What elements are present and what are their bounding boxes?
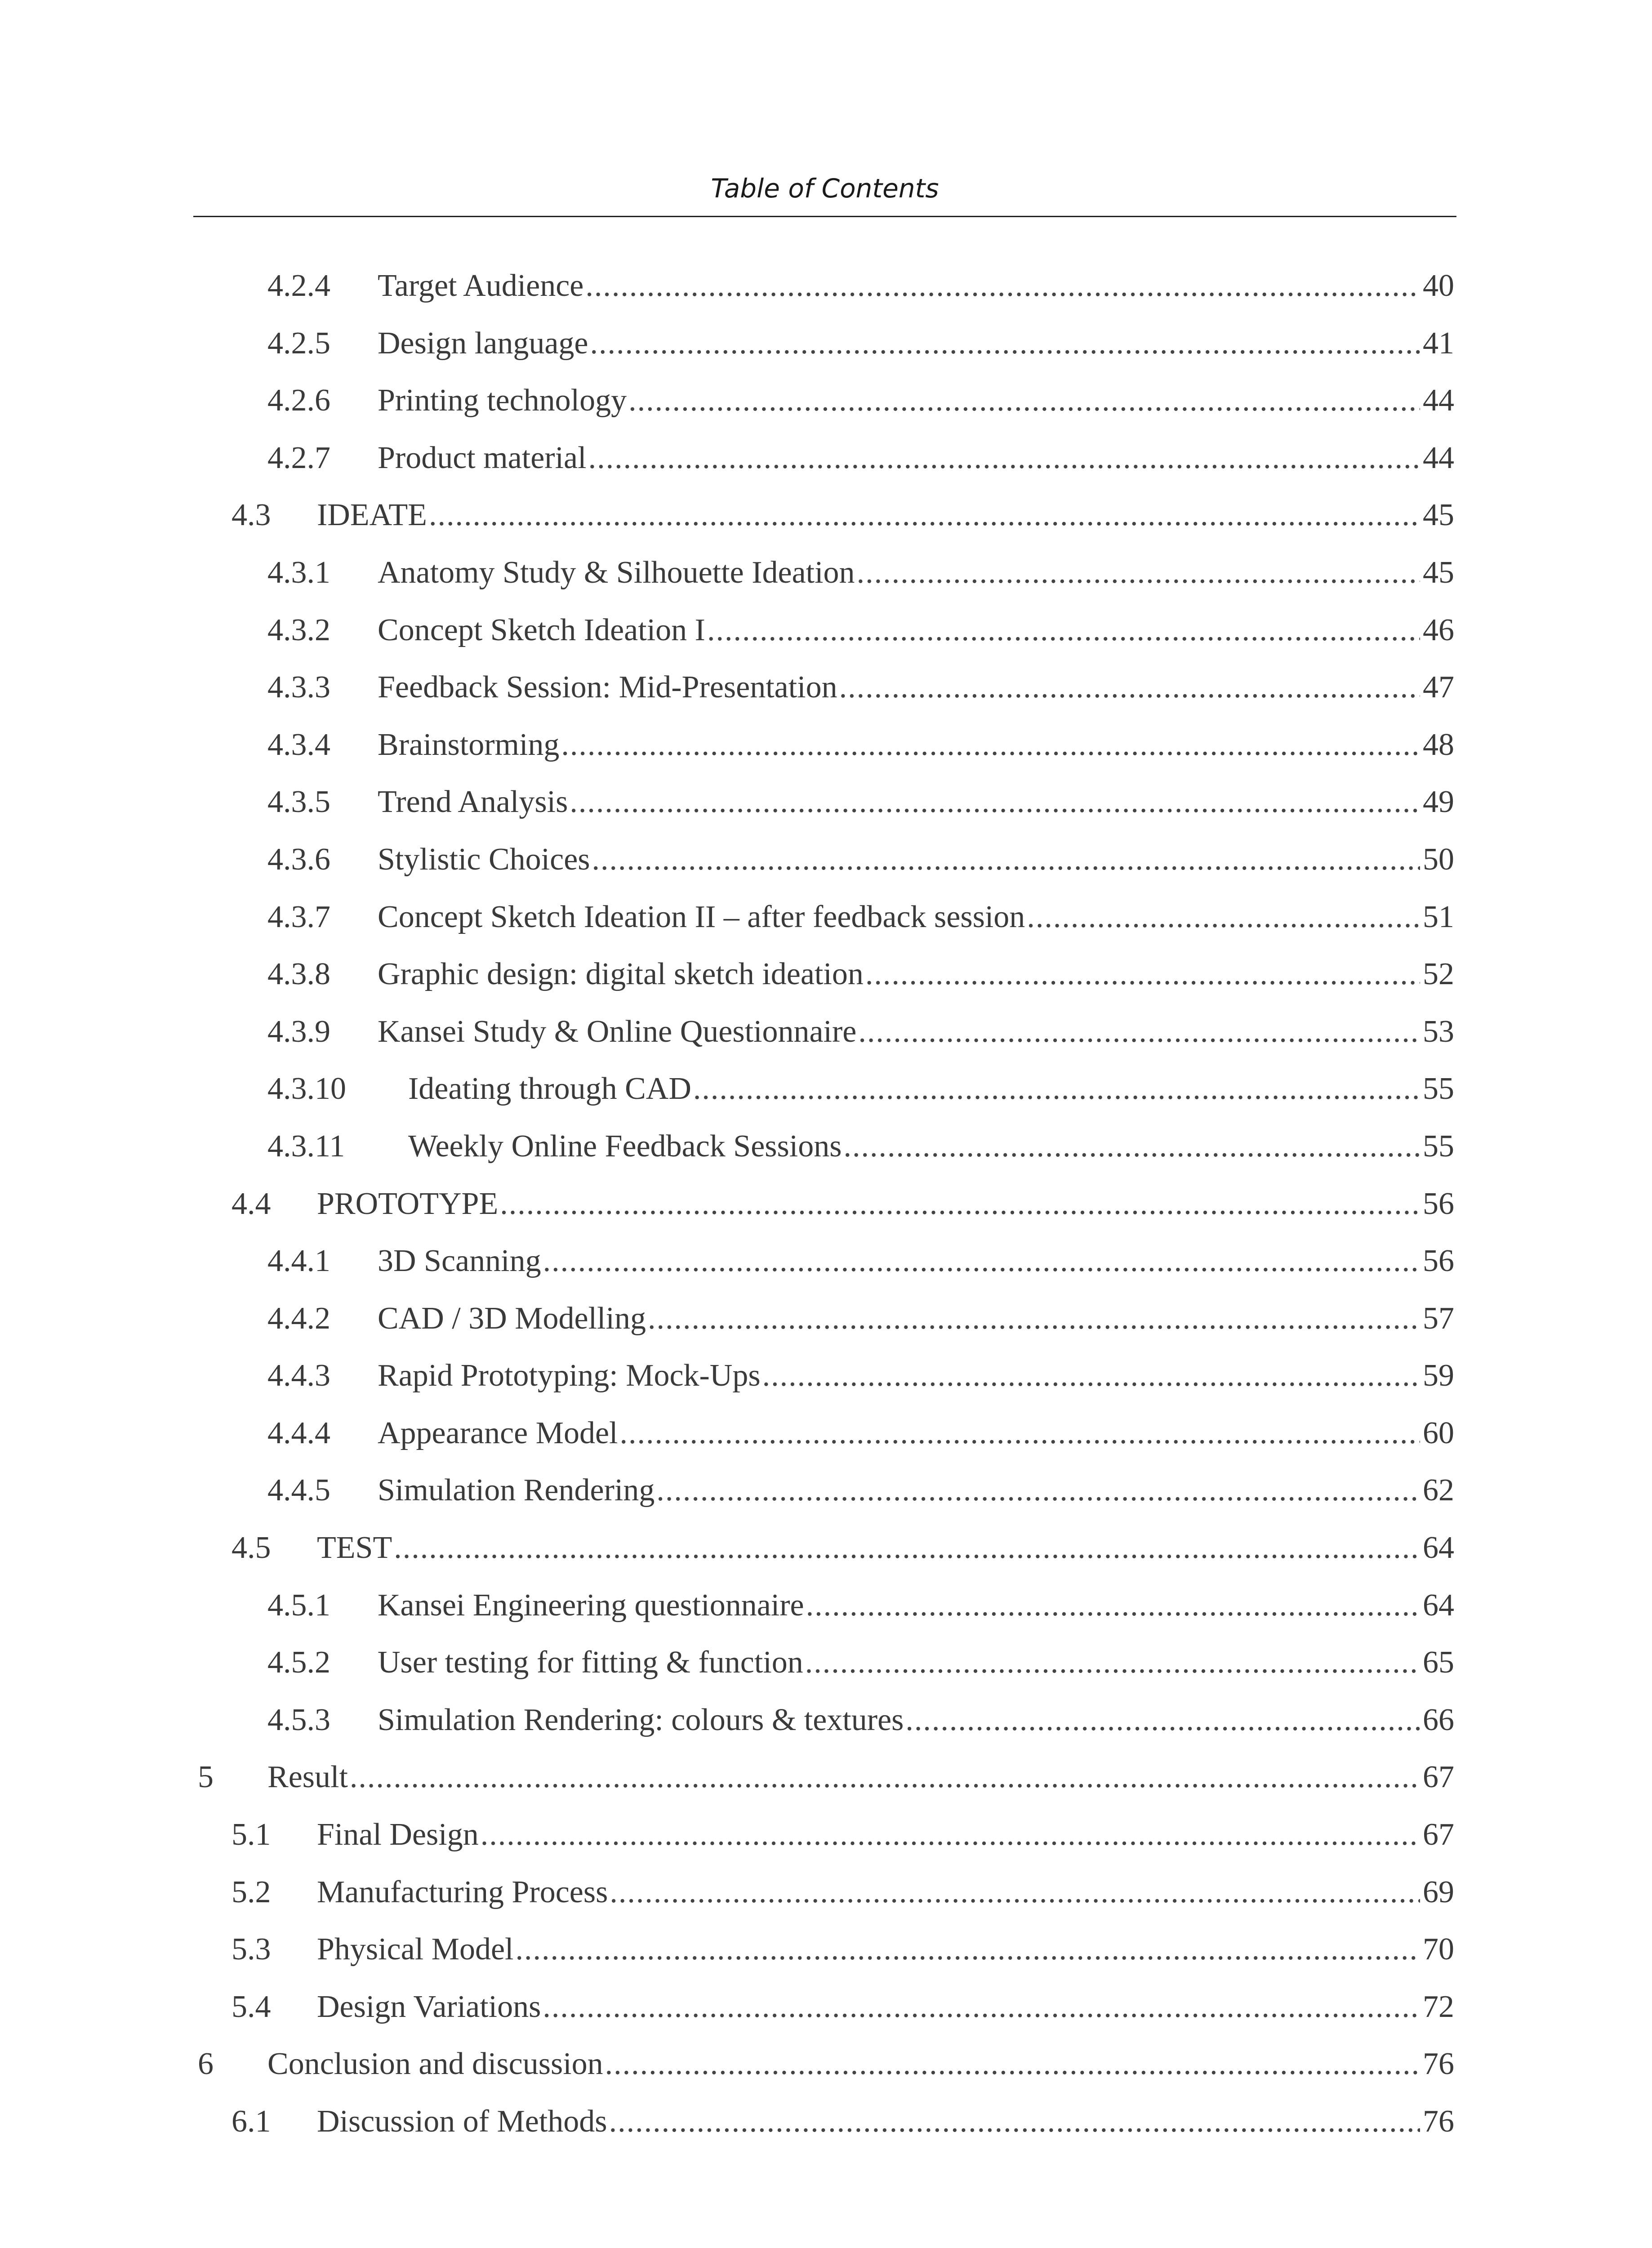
toc-entry-line (378, 1634, 1454, 1691)
toc-entry-number: 4.2.7 (267, 440, 330, 475)
toc-entry[interactable] (0, 1003, 1652, 1061)
toc-entry-title: Simulation Rendering (378, 1473, 655, 1508)
toc-entry-line (378, 1347, 1454, 1405)
toc-entry-line (378, 544, 1454, 602)
toc-entry-title: Weekly Online Feedback Sessions (408, 1128, 842, 1164)
toc-entry-title: Brainstorming (378, 727, 560, 762)
toc-entry[interactable] (0, 1577, 1652, 1634)
toc-entry-line (408, 1060, 1454, 1118)
toc-entry-line (378, 257, 1454, 315)
toc-entry-page-number: 51 (1423, 899, 1454, 934)
toc-dot-leader (590, 315, 1420, 372)
toc-entry-page-number: 62 (1423, 1473, 1454, 1508)
toc-dot-leader (394, 1519, 1420, 1577)
toc-entry[interactable] (0, 1060, 1652, 1118)
toc-entry-page-number: 47 (1423, 670, 1454, 705)
toc-entry[interactable] (0, 1175, 1652, 1233)
toc-entry-title: Conclusion and discussion (267, 2047, 603, 2082)
toc-entry-line (378, 1003, 1454, 1061)
toc-entry-title: Physical Model (317, 1932, 514, 1967)
toc-dot-leader (350, 1748, 1420, 1806)
toc-entry-line (317, 1978, 1454, 2036)
toc-entry-page-number: 72 (1423, 1989, 1454, 2024)
toc-entry[interactable] (0, 2093, 1652, 2150)
toc-entry-page-number: 50 (1423, 842, 1454, 877)
toc-entry-number: 4.3.10 (267, 1071, 346, 1106)
toc-dot-leader (865, 946, 1420, 1003)
toc-entry-page-number: 53 (1423, 1014, 1454, 1049)
toc-entry-title: Kansei Study & Online Questionnaire (378, 1014, 857, 1049)
toc-entry-page-number: 65 (1423, 1645, 1454, 1680)
toc-entry[interactable] (0, 1347, 1652, 1405)
toc-entry[interactable] (0, 1691, 1652, 1749)
toc-entry[interactable] (0, 831, 1652, 888)
toc-entry-line (378, 773, 1454, 831)
toc-entry-title: Printing technology (378, 383, 627, 418)
toc-entry[interactable] (0, 1405, 1652, 1462)
toc-entry-number: 4.4.5 (267, 1473, 330, 1508)
page-header-title: Table of Contents (711, 173, 939, 204)
toc-entry-number: 4.3.3 (267, 670, 330, 705)
toc-dot-leader (429, 486, 1420, 544)
toc-dot-leader (561, 716, 1420, 774)
toc-entry[interactable] (0, 429, 1652, 487)
toc-dot-leader (543, 1232, 1420, 1290)
toc-dot-leader (762, 1347, 1420, 1405)
toc-entry[interactable] (0, 1118, 1652, 1175)
toc-dot-leader (500, 1175, 1420, 1233)
toc-entry-number: 5.1 (232, 1817, 271, 1852)
toc-entry-page-number: 44 (1423, 383, 1454, 418)
toc-entry-title: Target Audience (378, 268, 584, 303)
toc-dot-leader (1027, 888, 1420, 946)
toc-dot-leader (857, 544, 1420, 602)
toc-dot-leader (693, 1060, 1420, 1118)
toc-entry-number: 4.3.4 (267, 727, 330, 762)
toc-entry-title: User testing for fitting & function (378, 1645, 803, 1680)
toc-entry-page-number: 44 (1423, 440, 1454, 475)
toc-entry-page-number: 64 (1423, 1588, 1454, 1623)
toc-entry-title: Concept Sketch Ideation II – after feedback session (378, 899, 1025, 934)
toc-dot-leader (707, 602, 1420, 659)
toc-entry-page-number: 64 (1423, 1530, 1454, 1566)
toc-entry-page-number: 59 (1423, 1358, 1454, 1393)
toc-entry-title: Graphic design: digital sketch ideation (378, 957, 864, 992)
toc-entry-line (317, 1921, 1454, 1978)
toc-entry-title: Result (267, 1760, 348, 1795)
toc-dot-leader (656, 1462, 1420, 1519)
toc-entry-line (378, 1577, 1454, 1634)
toc-dot-leader (619, 1405, 1420, 1462)
toc-entry-number: 4.4.2 (267, 1301, 330, 1336)
toc-dot-leader (605, 2035, 1420, 2093)
toc-dot-leader (515, 1921, 1420, 1978)
toc-entry-number: 4.3.6 (267, 842, 330, 877)
toc-entry-title: PROTOTYPE (317, 1186, 499, 1221)
toc-entry-title: Ideating through CAD (408, 1071, 691, 1106)
toc-entry-line (378, 888, 1454, 946)
toc-entry-number: 4.2.5 (267, 326, 330, 361)
toc-entry-page-number: 67 (1423, 1760, 1454, 1795)
toc-entry-number: 4.4.1 (267, 1244, 330, 1279)
toc-entry-number: 4.3.5 (267, 785, 330, 820)
toc-entry-line (317, 1175, 1454, 1233)
toc-entry-number: 4.4.4 (267, 1415, 330, 1450)
toc-entry-line (317, 486, 1454, 544)
toc-entry[interactable] (0, 1921, 1652, 1978)
toc-dot-leader (905, 1691, 1420, 1749)
toc-entry-line (378, 946, 1454, 1003)
toc-entry-line (378, 659, 1454, 716)
toc-entry[interactable] (0, 1232, 1652, 1290)
toc-entry[interactable] (0, 946, 1652, 1003)
toc-entry-page-number: 66 (1423, 1702, 1454, 1737)
toc-entry-line (378, 1691, 1454, 1749)
toc-dot-leader (858, 1003, 1420, 1061)
toc-entry-page-number: 55 (1423, 1128, 1454, 1164)
toc-entry-number: 5 (198, 1760, 214, 1795)
toc-entry-page-number: 56 (1423, 1186, 1454, 1221)
toc-dot-leader (570, 773, 1420, 831)
toc-entry-title: TEST (317, 1530, 392, 1566)
toc-entry-page-number: 76 (1423, 2104, 1454, 2139)
toc-entry[interactable] (0, 1290, 1652, 1347)
toc-entry-page-number: 56 (1423, 1244, 1454, 1279)
toc-entry-title: 3D Scanning (378, 1244, 541, 1279)
toc-entry-line (378, 831, 1454, 888)
toc-entry-line (408, 1118, 1454, 1175)
toc-entry-line (378, 602, 1454, 659)
toc-entry-page-number: 52 (1423, 957, 1454, 992)
toc-entry-number: 5.4 (232, 1989, 271, 2024)
toc-entry[interactable] (0, 2035, 1652, 2093)
toc-dot-leader (588, 429, 1420, 487)
toc-dot-leader (648, 1290, 1420, 1347)
toc-entry-title: Rapid Prototyping: Mock-Ups (378, 1358, 761, 1393)
toc-entry-number: 4.5 (232, 1530, 271, 1566)
toc-entry-page-number: 70 (1423, 1932, 1454, 1967)
toc-entry-number: 6 (198, 2047, 214, 2082)
toc-entry-line (267, 2035, 1454, 2093)
toc-entry-line (378, 429, 1454, 487)
toc-entry-number: 4.5.3 (267, 1702, 330, 1737)
toc-entry-page-number: 41 (1423, 326, 1454, 361)
toc-entry-number: 5.2 (232, 1874, 271, 1909)
toc-entry-title: CAD / 3D Modelling (378, 1301, 646, 1336)
toc-entry-title: Design Variations (317, 1989, 541, 2024)
toc-entry-number: 4.5.1 (267, 1588, 330, 1623)
toc-entry-title: IDEATE (317, 498, 427, 533)
toc-entry[interactable] (0, 1462, 1652, 1519)
toc-entry-line (378, 1290, 1454, 1347)
toc-entry-title: Stylistic Choices (378, 842, 590, 877)
toc-entry-page-number: 48 (1423, 727, 1454, 762)
toc-entry-number: 4.3.1 (267, 555, 330, 590)
toc-entry-number: 6.1 (232, 2104, 271, 2139)
toc-entry-number: 4.3.11 (267, 1128, 345, 1164)
toc-entry[interactable] (0, 1748, 1652, 1806)
toc-dot-leader (806, 1577, 1420, 1634)
toc-entry-page-number: 45 (1423, 498, 1454, 533)
toc-entry-line (317, 2093, 1454, 2150)
toc-entry-title: Manufacturing Process (317, 1874, 608, 1909)
toc-dot-leader (628, 372, 1420, 429)
toc-entry-number: 4.3.9 (267, 1014, 330, 1049)
toc-entry-number: 4.3 (232, 498, 271, 533)
toc-entry-title: Concept Sketch Ideation I (378, 612, 705, 647)
toc-entry-page-number: 57 (1423, 1301, 1454, 1336)
toc-entry-number: 4.2.4 (267, 268, 330, 303)
toc-dot-leader (610, 1864, 1420, 1921)
toc-entry-number: 4.5.2 (267, 1645, 330, 1680)
toc-entry-page-number: 40 (1423, 268, 1454, 303)
toc-entry-page-number: 69 (1423, 1874, 1454, 1909)
toc-entry[interactable] (0, 315, 1652, 372)
toc-entry[interactable] (0, 1864, 1652, 1921)
toc-dot-leader (592, 831, 1420, 888)
toc-entry[interactable] (0, 1634, 1652, 1691)
toc-entry-number: 4.3.7 (267, 899, 330, 934)
toc-dot-leader (609, 2093, 1420, 2150)
toc-entry-title: Design language (378, 326, 588, 361)
toc-entry-title: Simulation Rendering: colours & textures (378, 1702, 904, 1737)
toc-entry-page-number: 67 (1423, 1817, 1454, 1852)
toc-entry-page-number: 76 (1423, 2047, 1454, 2082)
toc-entry-line (378, 716, 1454, 774)
toc-entry[interactable] (0, 659, 1652, 716)
table-of-contents (0, 257, 1652, 2150)
toc-entry[interactable] (0, 257, 1652, 315)
toc-entry[interactable] (0, 602, 1652, 659)
toc-dot-leader (481, 1806, 1420, 1864)
toc-entry-line (267, 1748, 1454, 1806)
toc-entry-number: 4.4 (232, 1186, 271, 1221)
toc-entry[interactable] (0, 544, 1652, 602)
toc-entry-line (378, 372, 1454, 429)
toc-dot-leader (843, 1118, 1420, 1175)
toc-entry-number: 4.2.6 (267, 383, 330, 418)
toc-entry[interactable] (0, 1978, 1652, 2036)
toc-entry-line (317, 1864, 1454, 1921)
toc-entry-line (378, 1405, 1454, 1462)
toc-entry-page-number: 46 (1423, 612, 1454, 647)
toc-entry-number: 4.4.3 (267, 1358, 330, 1393)
toc-entry-title: Product material (378, 440, 587, 475)
toc-entry[interactable] (0, 372, 1652, 429)
toc-entry-line (378, 1232, 1454, 1290)
toc-entry-title: Anatomy Study & Silhouette Ideation (378, 555, 855, 590)
toc-dot-leader (585, 257, 1420, 315)
toc-entry-title: Discussion of Methods (317, 2104, 607, 2139)
toc-entry-page-number: 45 (1423, 555, 1454, 590)
toc-entry[interactable] (0, 1519, 1652, 1577)
toc-entry[interactable] (0, 888, 1652, 946)
toc-entry-title: Final Design (317, 1817, 479, 1852)
toc-entry[interactable] (0, 716, 1652, 774)
toc-entry-page-number: 49 (1423, 785, 1454, 820)
toc-entry-title: Appearance Model (378, 1415, 618, 1450)
toc-entry-page-number: 60 (1423, 1415, 1454, 1450)
toc-dot-leader (805, 1634, 1420, 1691)
toc-entry-number: 4.3.8 (267, 957, 330, 992)
toc-entry-title: Trend Analysis (378, 785, 568, 820)
toc-entry-page-number: 55 (1423, 1071, 1454, 1106)
toc-entry-line (378, 315, 1454, 372)
header-rule (193, 216, 1456, 217)
toc-entry-title: Kansei Engineering questionnaire (378, 1588, 804, 1623)
toc-entry-number: 5.3 (232, 1932, 271, 1967)
toc-dot-leader (839, 659, 1420, 716)
toc-entry-number: 4.3.2 (267, 612, 330, 647)
toc-entry[interactable] (0, 773, 1652, 831)
toc-entry-title: Feedback Session: Mid-Presentation (378, 670, 837, 705)
toc-entry[interactable] (0, 486, 1652, 544)
toc-entry-line (317, 1806, 1454, 1864)
toc-dot-leader (543, 1978, 1420, 2036)
toc-entry-line (317, 1519, 1454, 1577)
toc-entry-line (378, 1462, 1454, 1519)
toc-entry[interactable] (0, 1806, 1652, 1864)
